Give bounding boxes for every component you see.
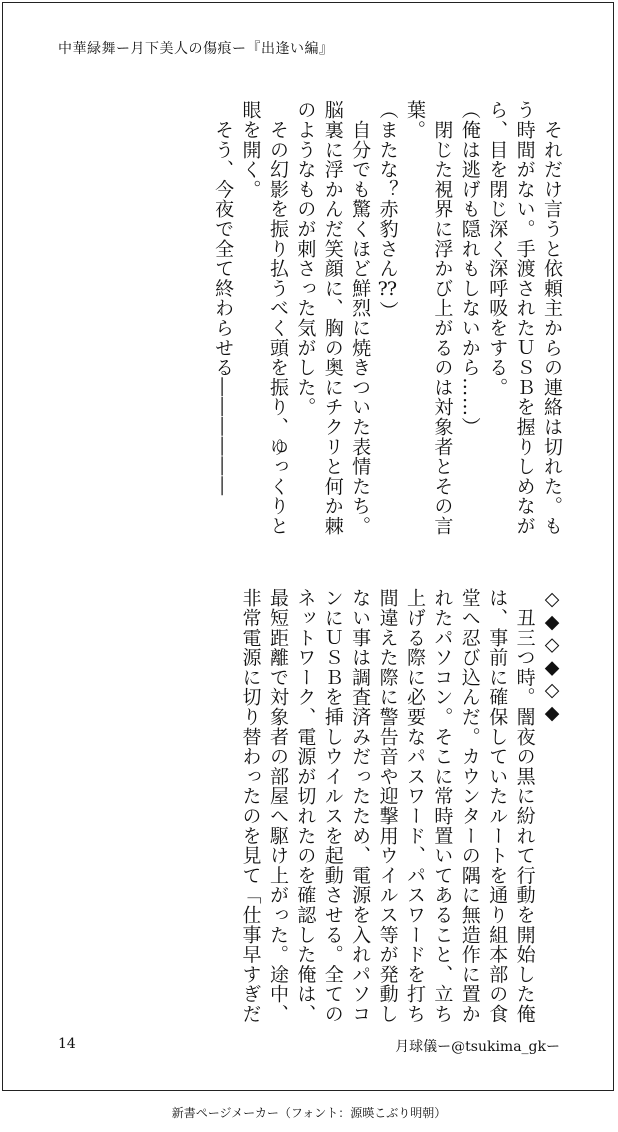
text-line: 丑三つ時。闇夜の黒に紛れて行動を開始した俺 xyxy=(513,588,536,1024)
page-number: 14 xyxy=(58,1036,76,1052)
text-line: それだけ言うと依頼主からの連絡は切れた。も xyxy=(541,100,563,536)
text-line: （俺は逃げも隠れもしないから……） xyxy=(458,100,481,437)
text-line: う時間がない。手渡されたＵＳＢを握りしめなが xyxy=(513,100,536,536)
text-line: ら、目を閉じ深く深呼吸をする。 xyxy=(486,100,509,397)
author-credit: 月球儀ー@tsukima_gkー xyxy=(395,1039,560,1055)
text-line: （またな？赤豹さん⁇） xyxy=(376,100,399,321)
text-line: ンにＵＳＢを挿しウイルスを起動させる。全ての xyxy=(321,588,344,1024)
text-line: 上げる際に必要なパスワード、パスワードを打ち xyxy=(403,588,426,1024)
body-text-top xyxy=(209,100,565,540)
text-line: 葉。 xyxy=(403,100,426,140)
text-line: 自分でも驚くほど鮮烈に焼きついた表情たち。 xyxy=(349,100,372,536)
generator-credit: 新書ページメーカー（フォント：源暎こぶり明朝） xyxy=(171,1106,447,1120)
text-line: のようなものが刺さった気がした。 xyxy=(294,100,317,417)
running-header: 中華緑舞ー月下美人の傷痕ー『出逢い編』 xyxy=(58,41,334,57)
section-divider: ◇◆◇◆◇◆ xyxy=(541,588,563,725)
text-line: そう、今夜で全て終わらせる―――――― xyxy=(212,100,235,496)
text-line: ない事は調査済みだったため、電源を入れパソコ xyxy=(349,588,372,1024)
text-line: 脳裏に浮かんだ笑顔に、胸の奥にチクリと何か棘 xyxy=(321,100,344,536)
text-line: 最短距離で対象者の部屋へ駆け上がった。途中、 xyxy=(266,588,289,1024)
text-line: 閉じた視界に浮かび上がるのは対象者とその言 xyxy=(431,100,454,536)
text-line: は、事前に確保していたルートを通り組本部の食 xyxy=(486,588,509,1024)
text-line: ネットワーク、電源が切れたのを確認した俺は、 xyxy=(294,588,317,1024)
text-line: れたパソコン。そこに常時置いてあること、立ち xyxy=(431,588,454,1024)
text-line: 眼を開く。 xyxy=(239,100,262,199)
text-line: 間違えた際に警告音や迎撃用ウイルス等が発動し xyxy=(376,588,399,1024)
text-line: その幻影を振り払うべく頭を振り、ゆっくりと xyxy=(266,100,289,536)
text-line: 堂へ忍び込んだ。カウンターの隅に無造作に置か xyxy=(458,588,481,1024)
text-line: 非常電源に切り替わったのを見て「仕事早すぎだ xyxy=(239,588,262,1024)
body-text-bottom xyxy=(236,588,565,1024)
